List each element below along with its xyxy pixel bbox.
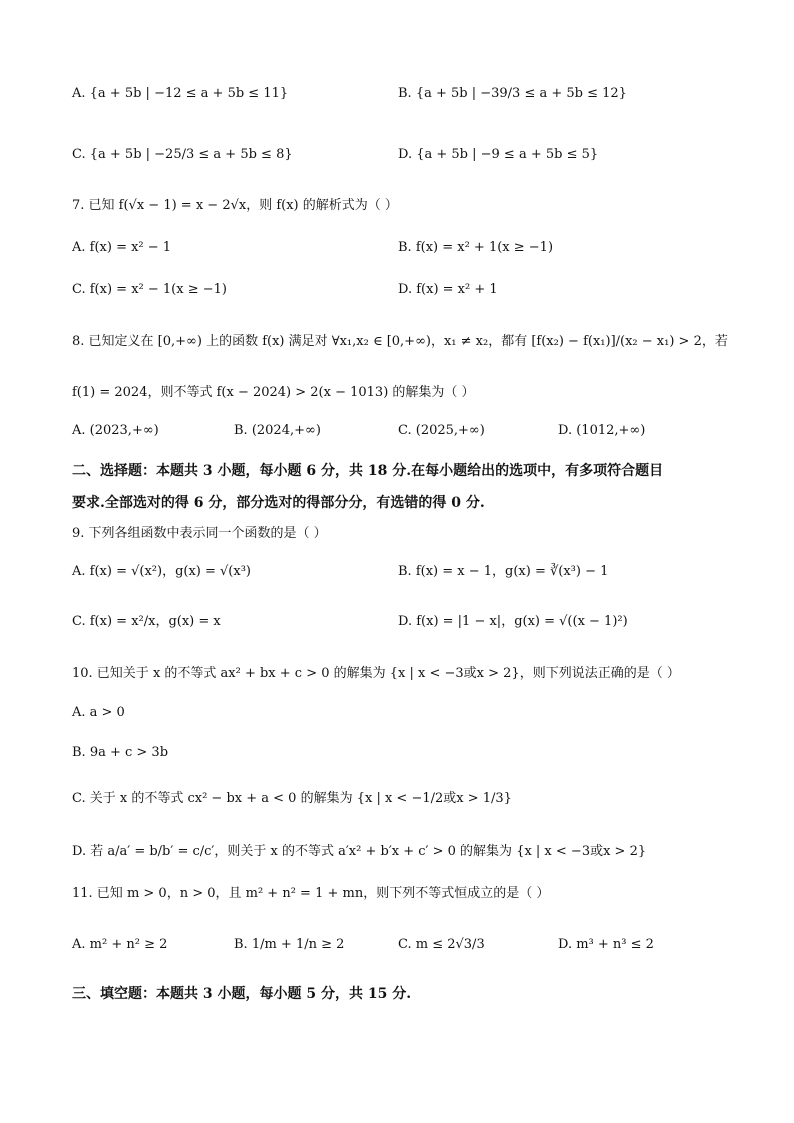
q8-option-c: C. (2025,+∞) — [398, 423, 485, 438]
q10-option-c: C. 关于 x 的不等式 cx² − bx + a < 0 的解集为 {x | x < −1/2或x > 1/3} — [72, 791, 512, 806]
q8-stem-line2: f(1) = 2024，则不等式 f(x − 2024) > 2(x − 1013) 的解集为（ ） — [72, 385, 475, 400]
q7-stem: 7. 已知 f(√x − 1) = x − 2√x，则 f(x) 的解析式为（ ） — [72, 198, 398, 213]
q8-option-d: D. (1012,+∞) — [558, 423, 646, 438]
q6-option-a: A. {a + 5b | −12 ≤ a + 5b ≤ 11} — [72, 86, 289, 101]
q11-option-c: C. m ≤ 2√3/3 — [398, 937, 485, 952]
q6-option-d: D. {a + 5b | −9 ≤ a + 5b ≤ 5} — [398, 147, 599, 162]
q6-option-b: B. {a + 5b | −39/3 ≤ a + 5b ≤ 12} — [398, 86, 627, 101]
q8-option-b: B. (2024,+∞) — [234, 423, 321, 438]
q10-stem: 10. 已知关于 x 的不等式 ax² + bx + c > 0 的解集为 {x | x < −3或x > 2}，则下列说法正确的是（ ） — [72, 666, 680, 681]
q9-option-a: A. f(x) = √(x²)，g(x) = √(x³) — [72, 564, 251, 579]
q9-option-d: D. f(x) = |1 − x|，g(x) = √((x − 1)²) — [398, 614, 628, 629]
q7-option-b: B. f(x) = x² + 1(x ≥ −1) — [398, 240, 554, 255]
q11-stem: 11. 已知 m > 0，n > 0，且 m² + n² = 1 + mn，则下列不等式恒成立的是（ ） — [72, 886, 550, 901]
section2-heading-line1: 二、选择题：本题共 3 小题，每小题 6 分，共 18 分.在每小题给出的选项中，有多项符合题目 — [72, 463, 664, 479]
q11-option-b: B. 1/m + 1/n ≥ 2 — [234, 937, 345, 952]
q7-option-d: D. f(x) = x² + 1 — [398, 282, 498, 297]
q10-option-d: D. 若 a/a′ = b/b′ = c/c′，则关于 x 的不等式 a′x² + b′x + c′ > 0 的解集为 {x | x < −3或x > 2} — [72, 844, 647, 859]
q11-option-a: A. m² + n² ≥ 2 — [72, 937, 168, 952]
q9-option-c: C. f(x) = x²/x，g(x) = x — [72, 614, 221, 629]
section3-heading: 三、填空题：本题共 3 小题，每小题 5 分，共 15 分. — [72, 986, 412, 1002]
q11-option-d: D. m³ + n³ ≤ 2 — [558, 937, 654, 952]
section2-heading-line2: 要求.全部选对的得 6 分，部分选对的得部分分，有选错的得 0 分. — [72, 495, 485, 511]
q7-option-c: C. f(x) = x² − 1(x ≥ −1) — [72, 282, 227, 297]
q10-option-a: A. a > 0 — [72, 705, 125, 720]
q10-option-b: B. 9a + c > 3b — [72, 745, 169, 760]
q8-stem-line1: 8. 已知定义在 [0,+∞) 上的函数 f(x) 满足对 ∀x₁,x₂ ∈ [0,+∞)，x₁ ≠ x₂，都有 [f(x₂) − f(x₁)]/(x₂ − x₁) > 2，若 — [72, 334, 728, 349]
q7-option-a: A. f(x) = x² − 1 — [72, 240, 172, 255]
q8-option-a: A. (2023,+∞) — [72, 423, 159, 438]
q6-option-c: C. {a + 5b | −25/3 ≤ a + 5b ≤ 8} — [72, 147, 293, 162]
q9-stem: 9. 下列各组函数中表示同一个函数的是（ ） — [72, 526, 327, 541]
q9-option-b: B. f(x) = x − 1，g(x) = ∛(x³) − 1 — [398, 564, 609, 579]
